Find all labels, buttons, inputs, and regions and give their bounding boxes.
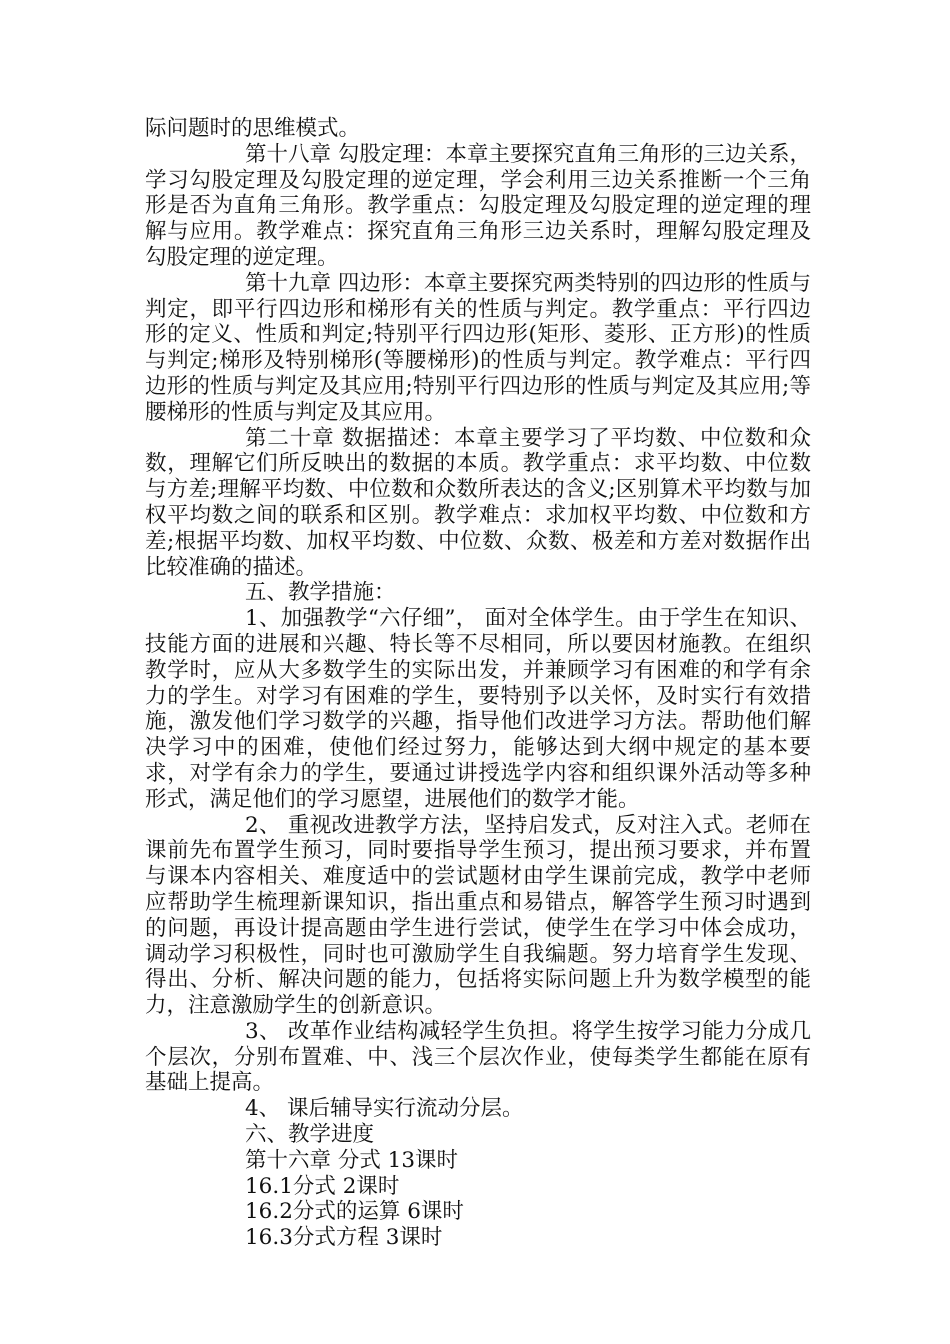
paragraph-measure-3: 3、 改革作业结构减轻学生负担。将学生按学习能力分成几个层次，分别布置难、中、浅三个层次作业，使每类学生都能在原有基础上提高。: [145, 1018, 811, 1096]
section-6-heading: 六、教学进度: [245, 1122, 375, 1148]
paragraph-measure-4: 4、 课后辅导实行流动分层。: [245, 1096, 524, 1122]
schedule-item-16-2: 16.2分式的运算 6课时: [245, 1199, 464, 1225]
schedule-item-16-3: 16.3分式方程 3课时: [245, 1225, 443, 1251]
schedule-item-16-1: 16.1分式 2课时: [245, 1173, 400, 1199]
paragraph-chapter-19: 第十九章 四边形：本章主要探究两类特别的四边形的性质与判定，即平行四边形和梯形有关的性质与判定。教学重点：平行四边形的定义、性质和判定;特别平行四边形(矩形、菱形、正方形)的性质与判定;梯形及特别梯形(等腰梯形)的性质与判定。教学难点：平行四边形的性质与判定及其应用;特别平行四边形的性质与判定及其应用;等腰梯形的性质与判定及其应用。: [145, 270, 811, 425]
paragraph-measure-1: 1、加强教学“六仔细”， 面对全体学生。由于学生在知识、技能方面的进展和兴趣、特长等不尽相同，所以要因材施教。在组织教学时，应从大多数学生的实际出发，并兼顾学习有困难的和学有余力的学生。对学习有困难的学生，要特别予以关怀，及时实行有效措施，激发他们学习数学的兴趣，指导他们改进学习方法。帮助他们解决学习中的困难，使他们经过努力，能够达到大纲中规定的基本要求，对学有余力的学生，要通过讲授选学内容和组织课外活动等多种形式，满足他们的学习愿望，进展他们的数学才能。: [145, 606, 811, 812]
schedule-chapter-16: 第十六章 分式 13课时: [245, 1147, 459, 1173]
paragraph-continuation: 际问题时的思维模式。: [145, 116, 361, 141]
paragraph-chapter-20: 第二十章 数据描述：本章主要学习了平均数、中位数和众数，理解它们所反映出的数据的本质。教学重点：求平均数、中位数与方差;理解平均数、中位数和众数所表达的含义;区别算术平均数与加权平均数之间的联系和区别。教学难点：求加权平均数、中位数和方差;根据平均数、加权平均数、中位数、众数、极差和方差对数据作出比较准确的描述。: [145, 425, 811, 580]
paragraph-chapter-18: 第十八章 勾股定理：本章主要探究直角三角形的三边关系，学习勾股定理及勾股定理的逆定理，学会利用三边关系推断一个三角形是否为直角三角形。教学重点：勾股定理及勾股定理的逆定理的理解与应用。教学难点：探究直角三角形三边关系时，理解勾股定理及勾股定理的逆定理。: [145, 141, 811, 270]
paragraph-measure-2: 2、 重视改进教学方法，坚持启发式，反对注入式。老师在课前先布置学生预习，同时要指导学生预习，提出预习要求，并布置与课本内容相关、难度适中的尝试题材由学生课前完成，教学中老师应帮助学生梳理新课知识，指出重点和易错点，解答学生预习时遇到的问题，再设计提高题由学生进行尝试，使学生在学习中体会成功，调动学习积极性，同时也可激励学生自我编题。努力培育学生发现、得出、分析、解决问题的能力，包括将实际问题上升为数学模型的能力，注意激励学生的创新意识。: [145, 812, 811, 1019]
document-page: [145, 116, 811, 1251]
section-5-heading: 五、教学措施：: [245, 580, 396, 606]
